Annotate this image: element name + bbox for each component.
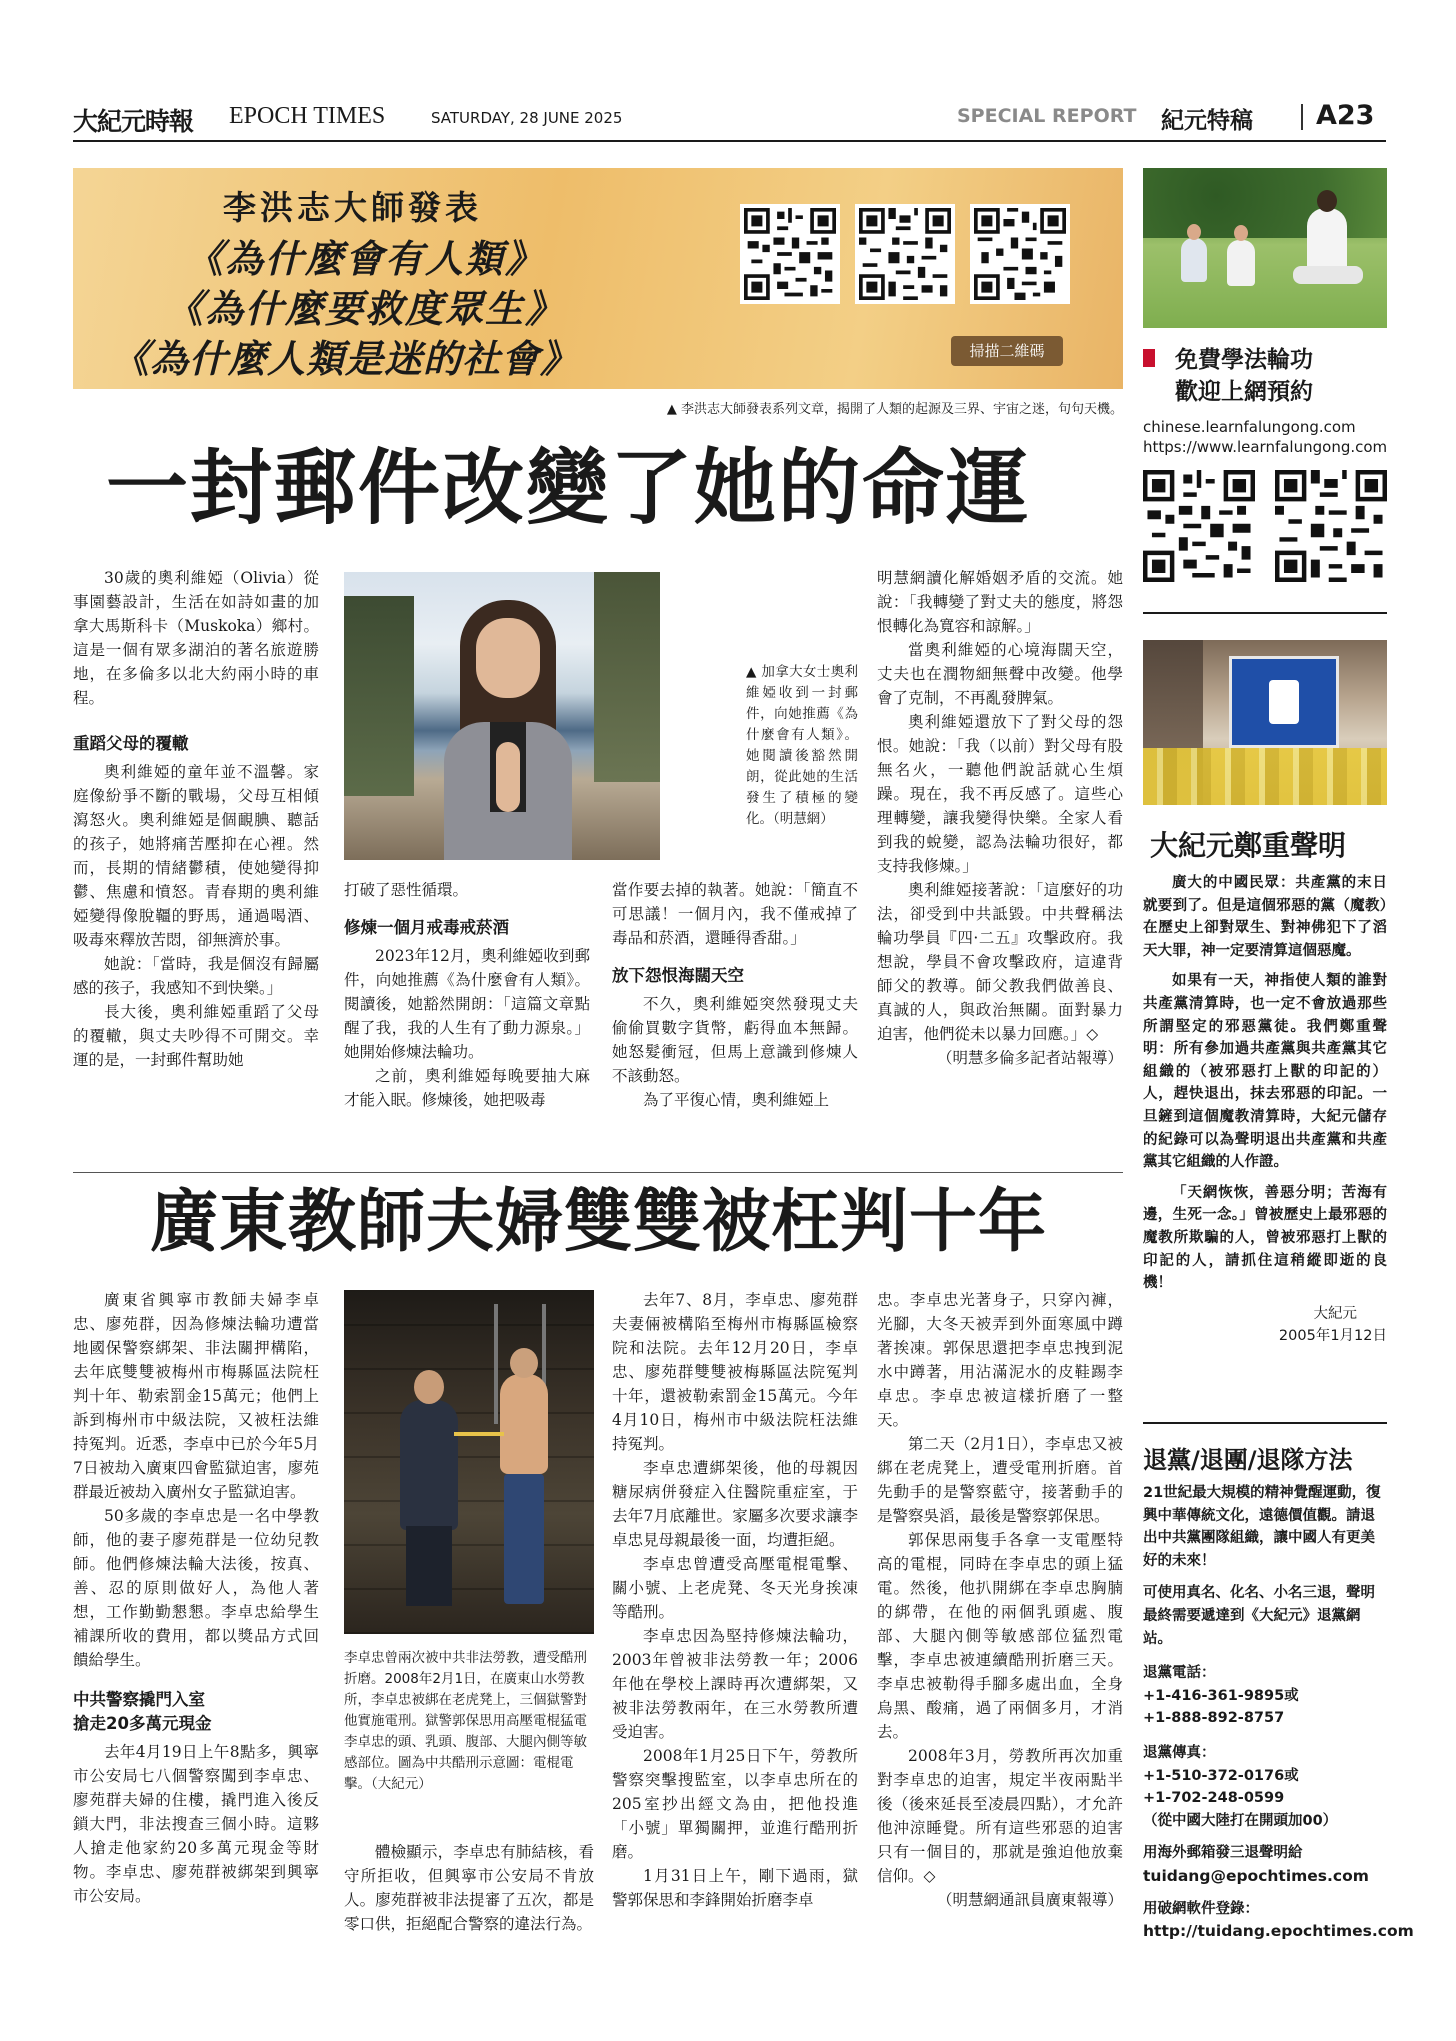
statement-signature: 大紀元	[1313, 1305, 1357, 1322]
article1-paragraph: 2023年12月，奧利維婭收到郵件，向她推薦《為什麼會有人類》。閱讀後，她豁然開朗：「這篇文章點醒了我，我的人生有了動力源泉。」她開始修煉法輪功。	[344, 947, 590, 1061]
paper-name-en: EPOCH TIMES	[229, 103, 386, 129]
banner-line-2: 《為什麼會有人類》	[185, 236, 546, 281]
phone-label: 退黨電話：	[1143, 1665, 1216, 1682]
banner-qr-code-1[interactable]	[740, 204, 840, 304]
fax-number-2[interactable]: +1-702-248-0599	[1143, 1790, 1285, 1807]
article2-byline: （明慧網通訊員廣東報導）	[936, 1891, 1123, 1909]
fax-label: 退黨傳真：	[1143, 1744, 1216, 1761]
article2-column-2	[344, 1840, 594, 2010]
article2-paragraph: 2008年3月，勞教所再次加重對李卓忠的迫害，規定半夜兩點半後（後來延長至凌晨四點），才允許他沖涼睡覺。所有這些邪惡的迫害只有一個目的，那就是強迫他放棄信仰。◇	[877, 1747, 1123, 1885]
article1-subheading-3: 放下怨恨海闊天空	[612, 966, 744, 985]
statement-body	[1143, 872, 1387, 1348]
article1-paragraph: 奧利維婭的童年並不溫馨。家庭像紛爭不斷的戰場，父母互相傾瀉怒火。奧利維婭是個靦腆、聽話的孩子，她將痛苦壓抑在心裡。然而，長期的情緒鬱積，使她變得抑鬱、焦慮和憤怒。青春期的奧利維婭變得像脫韁的野馬，通過喝酒、吸毒來釋放苦悶，卻無濟於事。	[73, 763, 319, 949]
masthead-divider	[1301, 104, 1303, 130]
learn-url-2[interactable]: https://www.learnfalungong.com	[1143, 438, 1388, 456]
article1-subheading-2: 修煉一個月戒毒戒菸酒	[344, 918, 509, 937]
article2-paragraph: 第二天（2月1日），李卓忠又被綁在老虎凳上，遭受電刑折磨。首先動手的是警察藍守，接著動手的是警察吳滔，最後是警察郭保思。	[877, 1435, 1123, 1525]
article1-column-3	[612, 878, 858, 1166]
section-label-cn: 紀元特稿	[1161, 108, 1253, 134]
web-address[interactable]: http://tuidang.epochtimes.com	[1143, 1922, 1414, 1941]
article2-column-3	[612, 1288, 858, 2008]
article2-column-1	[73, 1288, 319, 2008]
article1-column-2	[344, 878, 590, 1166]
learn-qr-code-2[interactable]	[1275, 470, 1387, 582]
article1-headline: 一封郵件改變了她的命運	[106, 440, 1031, 536]
article1-paragraph: 長大後，奧利維婭重蹈了父母的覆轍，與丈夫吵得不可開交。幸運的是，一封郵件幫助她	[73, 1003, 319, 1069]
article2-paragraph: 李卓忠曾遭受高壓電棍電擊、關小號、上老虎凳、冬天光身挨凍等酷刑。	[612, 1555, 858, 1621]
masthead	[73, 98, 1386, 136]
article2-paragraph: 2008年1月25日下午，勞教所警察突擊搜監室，以李卓忠所在的205室抄出經文為由，把他投進「小號」單獨關押，並進行酷刑折磨。	[612, 1747, 858, 1861]
article1-paragraph: 明慧網讀化解婚姻矛盾的交流。她說：「我轉變了對丈夫的態度，將怨恨轉化為寬容和諒解。」	[877, 569, 1123, 635]
masthead-rule	[73, 140, 1386, 142]
statement-title: 大紀元鄭重聲明	[1150, 829, 1347, 862]
masthead-date: SATURDAY, 28 JUNE 2025	[431, 109, 623, 127]
scan-qr-label: 掃描二維碼	[951, 336, 1063, 366]
torture-illustration-caption: 李卓忠曾兩次被中共非法勞教，遭受酷刑折磨。2008年2月1日，在廣東山水勞教所，李卓忠被綁在老虎凳上，三個獄警對他實施電刑。獄警郭保思用高壓電棍猛電李卓忠的頭、乳頭、腹部、大腿內側等敏感部位。圖為中共酷刑示意圖：電棍電擊。（大紀元）	[344, 1650, 587, 1792]
banner-line-4: 《為什麼人類是迷的社會》	[111, 336, 580, 381]
fax-note: （從中國大陸打在開頭加00）	[1143, 1812, 1338, 1829]
article1-column-1	[73, 566, 319, 1166]
article2-paragraph: 去年7、8月，李卓忠、廖苑群夫妻倆被構陷至梅州市梅縣區檢察院和法院。去年12月20日，李卓忠、廖苑群雙雙被梅縣區法院冤判十年，還被勒索罰金15萬元。今年4月10日，梅州市中級法院枉法維持冤判。	[612, 1291, 858, 1453]
article1-paragraph: 奧利維婭接著說：「這麼好的功法，卻受到中共詆毀。中共聲稱法輪功學員『四·二五』攻擊政府。我想說，學員不會攻擊政府，這違背師父的教導。師父教我們做善良、真誠的人，與政治無關。面對暴力迫害，他們從未以暴力回應。」◇	[877, 881, 1123, 1043]
article1-paragraph: 打破了惡性循環。	[344, 881, 469, 899]
olivia-photo-caption: ▲ 加拿大女士奧利維婭收到一封郵件，向她推薦《為什麼會有人類》。她閱讀後豁然開朗，從此她的生活發生了積極的變化。（明慧網）	[746, 664, 858, 827]
article2-paragraph: 去年4月19日上午8點多，興寧市公安局七八個警察闖到李卓忠、廖苑群夫婦的住樓，撬門進入後反鎖大門，非法搜查三個小時。這夥人搶走他家約20多萬元現金等財物。李卓忠、廖苑群被綁架到興寧市公安局。	[73, 1743, 319, 1905]
article1-paragraph: 為了平復心情，奧利維婭上	[643, 1091, 830, 1109]
article2-subheading-1a: 中共警察撬門入室	[73, 1690, 205, 1709]
article1-column-4	[877, 566, 1123, 1166]
banner-qr-code-3[interactable]	[970, 204, 1070, 304]
article2-paragraph: 李卓忠因為堅持修煉法輪功，2003年曾被非法勞教一年；2006年他在學校上課時再次遭綁架，又被非法勞教兩年，在三水勞教所遭受迫害。	[612, 1627, 858, 1741]
learn-title-line-1: 免費學法輪功	[1175, 347, 1313, 373]
email-label: 用海外郵箱發三退聲明給	[1143, 1845, 1303, 1862]
quit-body	[1143, 1482, 1414, 1943]
statement-date: 2005年1月12日	[1278, 1328, 1387, 1345]
fax-number-1[interactable]: +1-510-372-0176或	[1143, 1767, 1299, 1784]
section-label-en: SPECIAL REPORT	[957, 105, 1137, 127]
web-label: 用破網軟件登錄：	[1143, 1900, 1259, 1917]
statement-paragraph-1: 廣大的中國民眾：共產黨的末日就要到了。但是這個邪惡的黨（魔教）在歷史上卻對眾生、對神佛犯下了滔天大罪，神一定要清算這個惡魔。	[1143, 875, 1387, 959]
article2-paragraph: 體檢顯示，李卓忠有肺結核，看守所拒收，但興寧市公安局不肯放人。廖苑群被非法提審了五次，都是零口供，拒絕配合警察的違法行為。	[344, 1843, 594, 1933]
article2-paragraph: 50多歲的李卓忠是一名中學教師，他的妻子廖苑群是一位幼兒教師。他們修煉法輪大法後，按真、善、忍的原則做好人，為他人著想，工作勤勤懇懇。李卓忠給學生補課所收的費用，都以獎品方式回饋給學生。	[73, 1507, 319, 1669]
statement-paragraph-2: 如果有一天，神指使人類的誰對共產黨清算時，也一定不會放過那些所謂堅定的邪惡黨徒。我們鄭重聲明：所有參加過共產黨與共產黨其它組織的（被邪惡打上獸的印記的）人，趕快退出，抹去邪惡的印記。一旦鏟到這個魔教清算時，大紀元儲存的紀錄可以為聲明退出共產黨和共產黨其它組織的人作證。	[1143, 973, 1387, 1171]
article2-column-4	[877, 1288, 1123, 2008]
email-address[interactable]: tuidang@epochtimes.com	[1143, 1866, 1369, 1885]
red-bullet-icon	[1143, 349, 1155, 367]
article1-paragraph: 當作要去掉的執著。她說：「簡直不可思議！一個月內，我不僅戒掉了毒品和菸酒，還睡得香甜。」	[612, 881, 858, 947]
sidebar-rule-1	[1143, 612, 1387, 614]
phone-number-1[interactable]: +1-416-361-9895或	[1143, 1687, 1299, 1704]
olivia-photo	[344, 572, 660, 860]
phone-number-2[interactable]: +1-888-892-8757	[1143, 1710, 1285, 1727]
paper-name-cn: 大紀元時報	[73, 107, 194, 136]
learn-title-line-2: 歡迎上網預約	[1175, 379, 1313, 405]
banner-caption: ▲ 李洪志大師發表系列文章，揭開了人類的起源及三界、宇宙之迷，句句天機。	[666, 402, 1123, 417]
article2-paragraph: 1月31日上午，剛下過雨，獄警郭保思和李鋒開始折磨李卓	[612, 1867, 858, 1909]
banner-qr-code-2[interactable]	[855, 204, 955, 304]
torture-illustration	[344, 1290, 594, 1634]
learn-qr-code-1[interactable]	[1143, 470, 1255, 582]
learn-url-1[interactable]: chinese.learnfalungong.com	[1143, 418, 1356, 436]
article1-subheading-1: 重蹈父母的覆轍	[73, 734, 189, 753]
article1-paragraph: 之前，奧利維婭每晚要抽大麻才能入眠。修煉後，她把吸毒	[344, 1067, 590, 1109]
article1-paragraph: 不久，奧利維婭突然發現丈夫偷偷買數字貨幣，虧得血本無歸。她怒髮衝冠，但馬上意識到修煉人不該動怒。	[612, 995, 858, 1085]
statement-paragraph-3: 「天網恢恢，善惡分明；苦海有邊，生死一念。」曾被歷史上最邪惡的魔教所欺騙的人，曾被邪惡打上獸的印記的人，請抓住這稍縱即逝的良機！	[1143, 1184, 1387, 1292]
article1-byline: （明慧多倫多記者站報導）	[936, 1049, 1123, 1067]
article1-paragraph: 當奧利維婭的心境海闊天空，丈夫也在潤物細無聲中改變。他學會了克制，不再亂發脾氣。	[877, 641, 1123, 707]
article2-paragraph: 郭保思兩隻手各拿一支電壓特高的電棍，同時在李卓忠的頭上猛電。然後，他扒開綁在李卓忠胸腩的綁帶，在他的兩個乳頭處、腹部、大腿內側等敏感部位猛烈電擊，李卓忠被連續酷刑折磨三天。李卓忠被勒得手腳多處出血，全身烏黑、酸痛，過了兩個多月，才消去。	[877, 1531, 1123, 1741]
quit-paragraph-1: 21世紀最大規模的精神覺醒運動，復興中華傳統文化，遠德價值觀。請退出中共黨團隊組織，讓中國人有更美好的未來！	[1143, 1485, 1381, 1569]
article2-paragraph: 廣東省興寧市教師夫婦李卓忠、廖苑群，因為修煉法輪功遭當地國保警察綁架、非法關押構陷，去年底雙雙被梅州市梅縣區法院枉判十年、勒索罰金15萬元；他們上訴到梅州市中級法院，又被枉法維持冤判。近悉，李卓中已於今年5月7日被劫入廣東四會監獄迫害，廖苑群最近被劫入廣州女子監獄迫害。	[73, 1291, 319, 1501]
meditation-photo	[1143, 168, 1387, 328]
article2-headline: 廣東教師夫婦雙雙被枉判十年	[150, 1182, 1048, 1262]
banner-line-3: 《為什麼要救度眾生》	[165, 286, 566, 331]
article1-paragraph: 她說：「當時，我是個沒有歸屬感的孩子，我感知不到快樂。」	[73, 955, 319, 997]
quit-paragraph-2: 可使用真名、化名、小名三退，聲明最終需要遞達到《大紀元》退黨網站。	[1143, 1585, 1375, 1647]
article2-paragraph: 李卓忠遭綁架後，他的母親因糖尿病併發症入住醫院重症室，于去年7月底離世。家屬多次要求讓李卓忠見母親最後一面，均遭拒絕。	[612, 1459, 858, 1549]
sidebar-rule-2	[1143, 1422, 1387, 1424]
quit-title: 退黨/退團/退隊方法	[1143, 1446, 1353, 1474]
page-number: A23	[1316, 100, 1375, 131]
article2-subheading-1b: 搶走20多萬元現金	[73, 1714, 212, 1733]
banner-line-1: 李洪志大師發表	[223, 188, 482, 227]
article1-paragraph: 奧利維婭還放下了對父母的怨恨。她說：「我（以前）對父母有股無名火，一聽他們說話就心生煩躁。現在，我不再反感了。這些心理轉變，讓我變得快樂。全家人看到我的蛻變，認為法輪功很好，都支持我修煉。」	[877, 713, 1123, 875]
article2-paragraph: 忠。李卓忠光著身子，只穿內褲，光腳，大冬天被弄到外面寒風中蹲著挨凍。郭保思還把李卓忠拽到泥水中蹲著，用沾滿泥水的皮鞋踢李卓忠。李卓忠被這樣折磨了一整天。	[877, 1291, 1123, 1429]
learn-title	[1143, 344, 1387, 408]
article1-paragraph: 30歲的奧利維婭（Olivia）從事園藝設計，生活在如詩如畫的加拿大馬斯科卡（Muskoka）鄉村。這是一個有眾多湖泊的著名旅遊勝地，在多倫多以北大約兩小時的車程。	[73, 569, 319, 707]
banner	[73, 168, 1123, 389]
parade-photo	[1143, 640, 1387, 805]
